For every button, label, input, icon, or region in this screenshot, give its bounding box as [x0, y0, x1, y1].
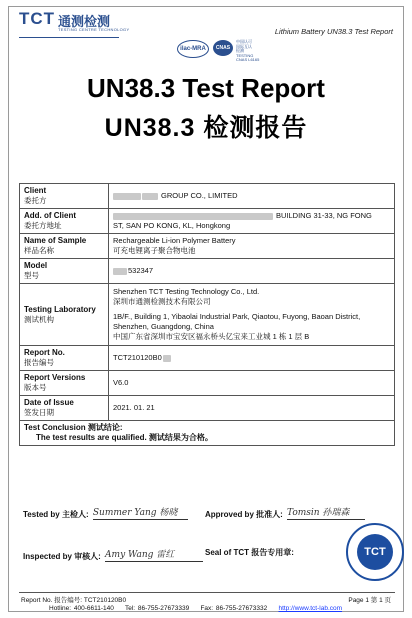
- report-title-en: UN38.3 Test Report: [87, 73, 325, 103]
- date-label-cn: 签发日期: [24, 408, 54, 417]
- table-row: [20, 259, 395, 284]
- redacted-text: [113, 193, 141, 200]
- lab-address-en-2: Shenzhen, Guangdong, China: [113, 322, 214, 331]
- table-row: [20, 234, 395, 259]
- tct-seal-stamp: [346, 523, 404, 581]
- address-value-2: ST, SAN PO KONG, KL, Hongkong: [113, 221, 231, 230]
- version-value-cell: [109, 371, 395, 396]
- lab-label: Testing Laboratory: [24, 304, 96, 314]
- footer-website-link[interactable]: http://www.tct-lab.com: [278, 605, 343, 612]
- model-label-cell: [20, 259, 109, 284]
- lab-label-cell: [20, 284, 109, 346]
- tct-logo-cn: 通测检测: [58, 14, 111, 29]
- date-label: Date of Issue: [24, 398, 74, 407]
- report-title-cn: UN38.3 检测报告: [104, 114, 308, 142]
- model-value-cell: [109, 259, 395, 284]
- cnas-text-line: CNAS L6165: [236, 57, 260, 63]
- footer-page: Page 1 第 1 页: [348, 597, 391, 604]
- footer-divider: [19, 592, 395, 593]
- tested-by-label: Tested by 主检人:: [23, 510, 89, 519]
- version-value: V6.0: [113, 378, 129, 387]
- redacted-text: [163, 355, 171, 362]
- approved-by-signature: Tomsin 孙瑞森: [287, 508, 350, 518]
- report-no-value-cell: [109, 346, 395, 371]
- model-value: 532347: [128, 266, 154, 275]
- table-row: [20, 184, 395, 209]
- approved-by-row: [205, 505, 365, 520]
- redacted-text: [113, 213, 273, 220]
- conclusion-cell: [20, 421, 395, 446]
- approved-by-label: Approved by 批准人:: [205, 510, 283, 519]
- seal-row: [205, 547, 294, 558]
- header-document-title: Lithium Battery UN38.3 Test Report: [274, 27, 393, 36]
- report-no-label: Report No.: [24, 348, 65, 357]
- cnas-accreditation-text: [236, 40, 266, 63]
- lab-address-en-1: 1B/F., Building 1, Yibaolai Industrial Park, Qiaotou, Fuyong, Baoan District,: [113, 312, 361, 321]
- approved-by-signature-line: [287, 505, 365, 520]
- report-no-label-cell: [20, 346, 109, 371]
- cnas-text-line: TESTING: [236, 52, 254, 58]
- client-label: Client: [24, 186, 47, 195]
- report-info-table: [19, 183, 395, 446]
- inspected-by-signature-line: [105, 547, 203, 562]
- inspected-by-signature: Amy Wang 雷红: [105, 550, 175, 560]
- tested-by-signature: Summer Yang 杨晓: [92, 508, 178, 518]
- conclusion-value: The test results are qualified. 测试结果为合格。: [36, 433, 213, 442]
- address-label: Add. of Client: [24, 211, 76, 220]
- client-label-cell: [20, 184, 109, 209]
- footer-tel: Tel: 86-755-27673339: [124, 605, 190, 612]
- logo-underline: [19, 37, 119, 38]
- model-label-cn: 型号: [24, 271, 39, 280]
- seal-label: Seal of TCT 报告专用章:: [205, 548, 294, 557]
- table-row: [20, 209, 395, 234]
- conclusion-label: Test Conclusion 测试结论:: [24, 423, 123, 432]
- ilac-mra-badge: ilac-MRA: [177, 40, 209, 58]
- table-row: [20, 396, 395, 421]
- report-no-value: TCT210120B0: [113, 353, 162, 362]
- sample-label-cn: 样品名称: [24, 246, 54, 255]
- footer-hotline: Hotline: 400-6611-140: [49, 605, 114, 612]
- address-value-cell: [109, 209, 395, 234]
- cnas-text-line: 检测: [236, 48, 244, 54]
- lab-value-cell: [109, 284, 395, 346]
- cnas-text-line: 国际互认: [236, 43, 252, 49]
- table-row: [20, 284, 395, 346]
- report-header: [9, 7, 403, 63]
- lab-address-cn: 中国广东省深圳市宝安区福永桥头亿宝来工业城 1 栋 1 层 B: [113, 332, 310, 341]
- redacted-text: [142, 193, 158, 200]
- address-value-1: BUILDING 31-33, NG FONG: [276, 211, 372, 220]
- client-value: GROUP CO., LIMITED: [161, 191, 238, 200]
- redacted-text: [113, 268, 127, 275]
- address-label-cn: 委托方地址: [24, 221, 62, 230]
- version-label: Report Versions: [24, 373, 86, 382]
- sample-value-cell: [109, 234, 395, 259]
- client-value-cell: [109, 184, 395, 209]
- lab-name-en: Shenzhen TCT Testing Technology Co., Ltd.: [113, 287, 260, 296]
- model-label: Model: [24, 261, 48, 270]
- tct-logo: TCT: [19, 9, 56, 28]
- date-value: 2021. 01. 21: [113, 403, 155, 412]
- table-row: [20, 346, 395, 371]
- footer-fax: Fax: 86-755-27673332: [200, 605, 268, 612]
- seal-center: TCT: [357, 534, 393, 570]
- date-label-cell: [20, 396, 109, 421]
- sample-value-cn: 可充电锂离子聚合物电池: [113, 246, 196, 255]
- client-label-cn: 委托方: [24, 196, 47, 205]
- tct-logo-subtitle: TESTING CENTRE TECHNOLOGY: [58, 27, 130, 32]
- sample-label-cell: [20, 234, 109, 259]
- report-page: [8, 6, 404, 612]
- sample-label: Name of Sample: [24, 236, 87, 245]
- lab-name-cn: 深圳市通测检测技术有限公司: [113, 297, 211, 306]
- date-value-cell: [109, 396, 395, 421]
- report-no-label-cn: 报告编号: [24, 358, 54, 367]
- version-label-cell: [20, 371, 109, 396]
- version-label-cn: 版本号: [24, 383, 47, 392]
- lab-label-cn: 测试机构: [24, 314, 54, 324]
- sample-value-en: Rechargeable Li-ion Polymer Battery: [113, 236, 236, 245]
- cnas-badge: CNAS: [213, 40, 233, 56]
- address-label-cell: [20, 209, 109, 234]
- footer-report-no: Report No. 报告编号: TCT210120B0: [21, 597, 127, 604]
- cnas-text-line: 中国认可: [236, 39, 252, 44]
- table-row: [20, 371, 395, 396]
- tested-by-signature-line: [93, 505, 188, 520]
- footer-contacts: [49, 605, 342, 612]
- inspected-by-label: Inspected by 审核人:: [23, 552, 101, 561]
- inspected-by-row: [23, 547, 203, 562]
- tested-by-row: [23, 505, 188, 520]
- table-row: [20, 421, 395, 446]
